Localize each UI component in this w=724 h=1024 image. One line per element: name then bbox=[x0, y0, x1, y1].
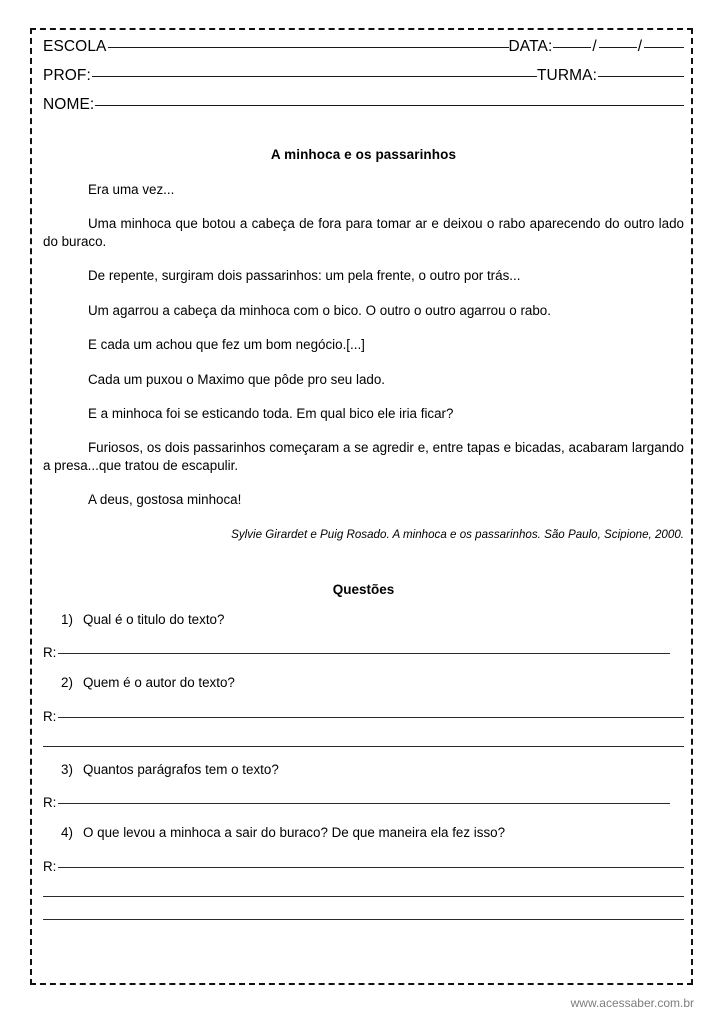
prof-input-line[interactable] bbox=[92, 76, 537, 77]
answer-input-line[interactable] bbox=[58, 803, 670, 804]
story-paragraph: Era uma vez... bbox=[88, 182, 175, 197]
nome-input-line[interactable] bbox=[95, 105, 684, 106]
data-month-input-line[interactable] bbox=[599, 47, 637, 48]
question-text-row bbox=[43, 761, 684, 778]
question-block bbox=[43, 611, 684, 660]
story-paragraph: E a minhoca foi se esticando toda. Em qual bico ele iria ficar? bbox=[88, 405, 454, 421]
answer-input-line[interactable] bbox=[43, 896, 684, 897]
header-row-nome bbox=[43, 96, 684, 125]
question-number: 4) bbox=[61, 825, 73, 841]
date-slash-2: / bbox=[637, 38, 642, 55]
answer-label: R: bbox=[43, 858, 57, 874]
story-paragraph: De repente, surgiram dois passarinhos: um pela frente, o outro por trás... bbox=[88, 268, 521, 284]
story-citation: Sylvie Girardet e Puig Rosado. A minhoca e os passarinhos. São Paulo, Scipione, 2000. bbox=[231, 527, 684, 541]
story-paragraph: Furiosos, os dois passarinhos começaram a se agredir e, entre tapas e bicadas, acabaram largando a presa...que tratou de escapulir. bbox=[43, 440, 684, 473]
question-text-row bbox=[43, 611, 684, 628]
answer-input-line[interactable] bbox=[58, 717, 684, 718]
turma-label: TURMA: bbox=[536, 67, 597, 84]
story-paragraph: Cada um puxou o Maximo que pôde pro seu lado. bbox=[88, 371, 386, 387]
answer-label: R: bbox=[43, 795, 57, 811]
answer-label: R: bbox=[43, 645, 57, 661]
question-prompt: Qual é o titulo do texto? bbox=[83, 611, 225, 627]
data-day-input-line[interactable] bbox=[553, 47, 591, 48]
question-text-row bbox=[43, 824, 684, 841]
story-paragraph: A deus, gostosa minhoca! bbox=[88, 492, 242, 508]
answer-row bbox=[43, 709, 684, 724]
prof-label: PROF: bbox=[43, 67, 91, 84]
footer-url: www.acessaber.com.br bbox=[570, 996, 694, 1010]
answer-input-line[interactable] bbox=[43, 746, 684, 747]
answer-row bbox=[43, 859, 684, 874]
header-row-prof-turma bbox=[43, 67, 684, 96]
question-number: 3) bbox=[61, 761, 73, 777]
turma-input-line[interactable] bbox=[598, 76, 684, 77]
question-number: 1) bbox=[61, 611, 73, 627]
question-prompt: O que levou a minhoca a sair do buraco? De que maneira ela fez isso? bbox=[83, 825, 506, 841]
answer-row bbox=[43, 645, 684, 660]
nome-label: NOME: bbox=[43, 96, 95, 113]
header-row-escola-data bbox=[43, 38, 684, 67]
question-block bbox=[43, 761, 684, 810]
date-slash-1: / bbox=[592, 38, 597, 55]
question-prompt: Quantos parágrafos tem o texto? bbox=[83, 761, 279, 777]
story-paragraph: E cada um achou que fez um bom negócio.[...] bbox=[88, 337, 365, 353]
data-label: DATA: bbox=[508, 38, 553, 55]
worksheet-frame bbox=[30, 28, 693, 985]
answer-input-line[interactable] bbox=[43, 919, 684, 920]
worksheet-content bbox=[43, 38, 684, 920]
escola-input-line[interactable] bbox=[108, 47, 509, 48]
question-block bbox=[43, 824, 684, 919]
story-paragraph: Um agarrou a cabeça da minhoca com o bico. O outro o outro agarrou o rabo. bbox=[88, 302, 551, 318]
escola-label: ESCOLA bbox=[43, 38, 107, 55]
questions-section-title: Questões bbox=[332, 581, 395, 597]
question-text-row bbox=[43, 674, 684, 691]
answer-input-line[interactable] bbox=[58, 653, 670, 654]
question-block bbox=[43, 674, 684, 746]
data-year-input-line[interactable] bbox=[644, 47, 684, 48]
question-prompt: Quem é o autor do texto? bbox=[83, 675, 235, 691]
story-paragraph: Uma minhoca que botou a cabeça de fora para tomar ar e deixou o rabo aparecendo do outro lado do buraco. bbox=[43, 216, 684, 249]
story-title: A minhoca e os passarinhos bbox=[270, 147, 457, 162]
question-number: 2) bbox=[61, 675, 73, 691]
answer-row bbox=[43, 795, 684, 810]
answer-label: R: bbox=[43, 708, 57, 724]
answer-input-line[interactable] bbox=[58, 867, 684, 868]
